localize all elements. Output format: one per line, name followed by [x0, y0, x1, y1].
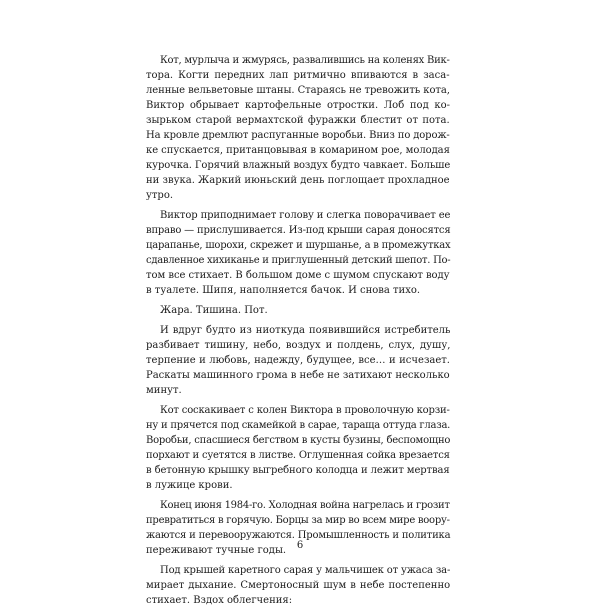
paragraph	[146, 303, 450, 318]
text-line: ни звука. Жаркий июньский день поглощает прохладное	[146, 175, 450, 186]
page-number: 6	[296, 540, 304, 551]
text-line: Воробьи, спасшиеся бегством в кусты бузины, беспомощно	[146, 435, 451, 446]
text-line: вправо — прислушивается. Из-под крыши сарая доносятся	[146, 225, 451, 236]
text-line: Раскаты машинного грома в небе не затихают несколько	[146, 370, 450, 381]
text-line: в бетонную крышку выгребного колодца и лежит мертвая	[146, 465, 450, 476]
text-line: разбивает тишину, небо, воздух и полдень, слух, душу,	[146, 340, 451, 351]
text-line: И вдруг будто из ниоткуда появившийся истребитель	[160, 325, 451, 336]
text-line: Кот соскакивает с колен Виктора в проволочную корзи-	[160, 405, 450, 416]
paragraph	[146, 563, 450, 608]
text-line: зырьком старой вермахтской фуражки блестит от пота.	[146, 115, 450, 126]
text-line: курочка. Горячий влажный воздух будто чавкает. Больше	[146, 160, 451, 171]
text-line: Жара. Тишина. Пот.	[160, 305, 268, 316]
text-line: стихает. Вздох облегчения:	[146, 595, 293, 606]
text-line: минут.	[146, 385, 182, 396]
text-line: Конец июня 1984-го. Холодная война нагрелась и грозит	[160, 500, 450, 511]
text-line: Виктор обрывает картофельные отростки. Лоб под ко-	[146, 100, 451, 111]
text-line: жаются и перевооружаются. Промышленность и политика	[146, 530, 451, 541]
text-line: мирает дыхание. Смертоносный шум в небе постепенно	[146, 580, 451, 591]
text-line: ленные вельветовые штаны. Стараясь не тревожить кота,	[146, 85, 450, 96]
text-line: утро.	[146, 190, 174, 201]
paragraph	[146, 403, 450, 493]
text-line: терпение и любовь, надежду, будущее, все… и исчезает.	[146, 355, 450, 366]
text-line: сдавленное хихиканье и приглушенный детский шепот. По-	[146, 255, 451, 266]
text-line: На кровле дремлют распуганные воробьи. Вниз по дорож-	[146, 130, 450, 141]
text-line: тора. Когти передних лап ритмично впиваются в заса-	[146, 70, 450, 81]
text-line: в лужице крови.	[146, 480, 233, 491]
text-line: в туалете. Шипя, наполняется бачок. И снова тихо.	[146, 285, 421, 296]
text-line: порхают и суетятся в листве. Оглушенная сойка врезается	[146, 450, 450, 461]
paragraph	[146, 208, 450, 298]
text-line: превратиться в горячую. Борцы за мир во всем мире воору-	[146, 515, 450, 526]
body-text	[146, 53, 450, 613]
text-line: Кот, мурлыча и жмурясь, развалившись на коленях Вик-	[160, 55, 450, 66]
text-line: ну и прячется под скамейкой в сарае, тараща оттуда глаза.	[146, 420, 451, 431]
text-line: том все стихает. В большом доме с шумом спускают воду	[146, 270, 450, 281]
text-line: царапанье, шорохи, скрежет и шуршанье, а в промежутках	[146, 240, 451, 251]
paragraph	[146, 323, 450, 398]
text-line: ке спускается, пританцовывая в комарином рое, молодая	[146, 145, 450, 156]
paragraph	[146, 53, 450, 203]
text-line: переживают тучные годы.	[146, 545, 287, 556]
text-line: Виктор приподнимает голову и слегка поворачивает ее	[160, 210, 451, 221]
text-line: Под крышей каретного сарая у мальчишек от ужаса за-	[160, 565, 451, 576]
